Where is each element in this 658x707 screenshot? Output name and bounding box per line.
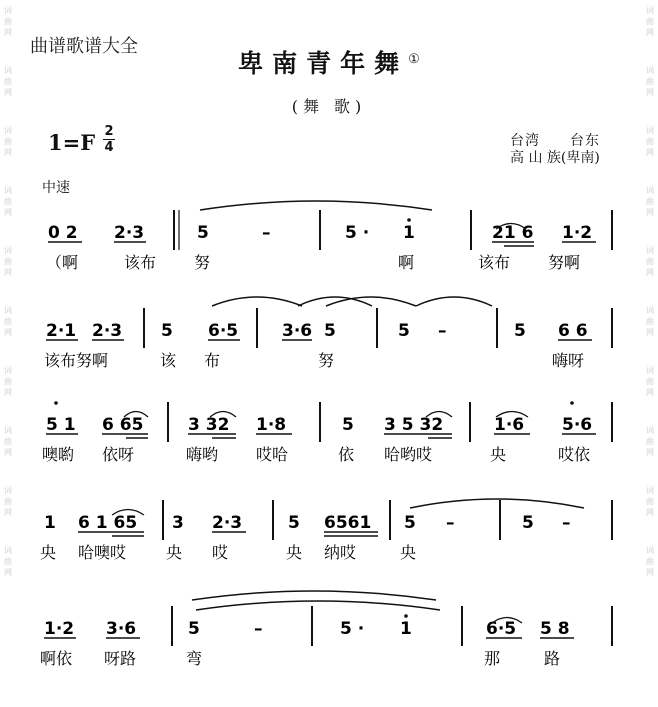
watermark-char: 网 bbox=[4, 508, 12, 517]
watermark-char: 词 bbox=[646, 246, 654, 255]
watermark-char: 网 bbox=[646, 508, 654, 517]
score-lyric: 噢喲 bbox=[42, 445, 75, 464]
slur-arc bbox=[212, 297, 302, 306]
score-note: 1·8 bbox=[256, 415, 287, 435]
score-lyric: 努 bbox=[318, 351, 335, 370]
watermark-char: 曲 bbox=[4, 437, 12, 446]
score-note: 5 bbox=[342, 415, 354, 435]
title-footnote-mark: ① bbox=[408, 52, 420, 67]
octave-dot bbox=[407, 218, 411, 222]
score-note: 1·6 bbox=[494, 415, 525, 435]
score-lyric: 央 bbox=[40, 543, 57, 562]
score-lyric: 路 bbox=[544, 649, 561, 668]
watermark-char: 词 bbox=[4, 186, 12, 195]
score-lyric: 依 bbox=[338, 445, 355, 464]
slur-arc bbox=[196, 601, 440, 610]
score-note: 5 · bbox=[345, 223, 370, 243]
score-lyric: 央 bbox=[166, 543, 183, 562]
score-note: 3 bbox=[172, 513, 184, 533]
watermark-char: 词 bbox=[4, 6, 12, 15]
score-note: 3 5 32 bbox=[384, 415, 444, 435]
score-lyric: 嗨呀 bbox=[552, 351, 585, 370]
watermark-char: 词 bbox=[646, 186, 654, 195]
watermark-char: 网 bbox=[4, 448, 12, 457]
watermark-char: 词 bbox=[646, 306, 654, 315]
origin-region: 台湾 台东 bbox=[510, 133, 600, 149]
watermark-char: 网 bbox=[646, 448, 654, 457]
watermark-char: 曲 bbox=[4, 497, 12, 506]
score-note: 1·2 bbox=[44, 619, 75, 639]
watermark-char: 网 bbox=[4, 148, 12, 157]
key-signature: 1=F bbox=[48, 130, 96, 155]
watermark-char: 网 bbox=[4, 268, 12, 277]
score-note: – bbox=[446, 513, 455, 533]
watermark-char: 网 bbox=[4, 28, 12, 37]
score-row bbox=[46, 201, 612, 272]
octave-dot bbox=[570, 401, 574, 405]
score-note: 6 65 bbox=[102, 415, 144, 435]
score-note: 21 6 bbox=[492, 223, 534, 243]
watermark-char: 网 bbox=[4, 88, 12, 97]
score-lyric: 弯 bbox=[186, 649, 203, 668]
score-note: 5 bbox=[514, 321, 526, 341]
watermark-char: 曲 bbox=[4, 77, 12, 86]
site-label: 曲谱歌谱大全 bbox=[30, 36, 138, 57]
slur-arc bbox=[298, 297, 372, 306]
score-lyric: 努 bbox=[194, 253, 211, 272]
score-note: 5 bbox=[161, 321, 173, 341]
watermark-char: 曲 bbox=[646, 557, 654, 566]
slur-arc bbox=[200, 201, 432, 210]
score-lyric: 纳哎 bbox=[324, 543, 357, 562]
watermark-char: 曲 bbox=[646, 77, 654, 86]
watermark-char: 网 bbox=[646, 88, 654, 97]
score-lyric: 央 bbox=[286, 543, 303, 562]
watermark-char: 词 bbox=[4, 66, 12, 75]
watermark-char: 曲 bbox=[646, 197, 654, 206]
watermark-char: 词 bbox=[646, 66, 654, 75]
score-lyric: 央 bbox=[490, 445, 507, 464]
score-lyric: 哈哟哎 bbox=[384, 445, 433, 464]
score-note: 3·6 bbox=[282, 321, 313, 341]
score-row bbox=[42, 402, 612, 464]
origin-ethnic-group: 高 山 族(卑南) bbox=[510, 150, 600, 166]
score-note: 2·1 bbox=[46, 321, 77, 341]
score-lyric: 啊依 bbox=[40, 649, 73, 668]
watermark-char: 词 bbox=[646, 6, 654, 15]
watermark-char: 词 bbox=[4, 486, 12, 495]
score-note: 5·6 bbox=[562, 415, 593, 435]
tempo-marking: 中速 bbox=[42, 180, 70, 196]
score-lyric: 依呀 bbox=[102, 445, 135, 464]
score-note: 6 1 65 bbox=[78, 513, 138, 533]
watermark-char: 词 bbox=[4, 246, 12, 255]
watermark-char: 曲 bbox=[4, 377, 12, 386]
watermark-char: 曲 bbox=[4, 557, 12, 566]
score-note: 1 bbox=[44, 513, 56, 533]
octave-dot bbox=[404, 614, 408, 618]
watermark-char: 网 bbox=[4, 388, 12, 397]
score-note: 5 bbox=[324, 321, 336, 341]
watermark-char: 曲 bbox=[4, 137, 12, 146]
score-note: – bbox=[438, 321, 447, 341]
watermark-char: 曲 bbox=[646, 497, 654, 506]
watermark-char: 曲 bbox=[646, 17, 654, 26]
score-note: 5 bbox=[522, 513, 534, 533]
watermark-char: 网 bbox=[646, 388, 654, 397]
score-note: 5 bbox=[288, 513, 300, 533]
score-note: 5 bbox=[197, 223, 209, 243]
watermark-char: 网 bbox=[4, 328, 12, 337]
time-numerator: 2 bbox=[104, 124, 114, 139]
watermark-char: 网 bbox=[646, 328, 654, 337]
time-denominator: 4 bbox=[104, 140, 114, 155]
score-row bbox=[40, 499, 612, 562]
watermark-char: 曲 bbox=[646, 137, 654, 146]
score-note: 6·5 bbox=[486, 619, 517, 639]
score-note: 3 32 bbox=[188, 415, 230, 435]
score-note: 6·5 bbox=[208, 321, 239, 341]
slur-arc bbox=[192, 591, 436, 600]
score-note: 0 2 bbox=[48, 223, 78, 243]
slur-arc bbox=[416, 297, 492, 306]
song-title: 卑南青年舞 bbox=[238, 49, 409, 78]
score-note: 5 bbox=[188, 619, 200, 639]
score-note: 1 bbox=[400, 619, 412, 639]
watermark-char: 网 bbox=[646, 148, 654, 157]
score-lyric: 该 bbox=[160, 351, 177, 370]
score-note: 5 1 bbox=[46, 415, 76, 435]
score-note: – bbox=[562, 513, 571, 533]
score-lyric: 央 bbox=[400, 543, 417, 562]
score-lyric: （啊 bbox=[46, 253, 79, 272]
watermark-char: 曲 bbox=[4, 257, 12, 266]
watermark-char: 曲 bbox=[646, 437, 654, 446]
watermark-char: 词 bbox=[646, 126, 654, 135]
score-note: 2·3 bbox=[114, 223, 145, 243]
score-lyric: 哎依 bbox=[558, 445, 591, 464]
watermark-char: 曲 bbox=[646, 257, 654, 266]
score-note: 3·6 bbox=[106, 619, 137, 639]
score-note: 5 bbox=[404, 513, 416, 533]
score-lyric: 该布努啊 bbox=[44, 351, 109, 370]
watermark-char: 网 bbox=[646, 28, 654, 37]
watermark-char: 网 bbox=[646, 268, 654, 277]
watermark-char: 曲 bbox=[4, 17, 12, 26]
score-lyric: 嗨哟 bbox=[186, 445, 219, 464]
score-lyric: 该布 bbox=[124, 253, 157, 272]
watermark-char: 词 bbox=[4, 546, 12, 555]
score-note: 2·3 bbox=[212, 513, 243, 533]
watermark-char: 词 bbox=[646, 426, 654, 435]
watermark-char: 词 bbox=[646, 546, 654, 555]
score-lyric: 哎 bbox=[212, 543, 229, 562]
score-lyric: 啊 bbox=[398, 253, 415, 272]
watermark-char: 网 bbox=[4, 208, 12, 217]
watermark-char: 词 bbox=[4, 366, 12, 375]
score-lyric: 那 bbox=[484, 649, 501, 668]
watermark-char: 词 bbox=[4, 126, 12, 135]
watermark-char: 词 bbox=[646, 366, 654, 375]
score-note: 2·3 bbox=[92, 321, 123, 341]
score-note: 5 8 bbox=[540, 619, 570, 639]
score-note: 5 bbox=[398, 321, 410, 341]
score-lyric: 该布 bbox=[478, 253, 511, 272]
score-note: 1·2 bbox=[562, 223, 593, 243]
score-lyric: 努啊 bbox=[548, 253, 581, 272]
score-row bbox=[40, 591, 612, 668]
watermark-char: 网 bbox=[4, 568, 12, 577]
score-note: 1 bbox=[403, 223, 415, 243]
song-subtitle: (舞 歌) bbox=[291, 97, 367, 116]
watermark-char: 词 bbox=[646, 486, 654, 495]
watermark-char: 词 bbox=[4, 426, 12, 435]
score-note: 5 · bbox=[340, 619, 365, 639]
score-lyric: 哎哈 bbox=[256, 445, 289, 464]
score-note: 6 6 bbox=[558, 321, 588, 341]
score-note: – bbox=[262, 223, 271, 243]
watermark-char: 词 bbox=[4, 306, 12, 315]
watermark-char: 曲 bbox=[646, 317, 654, 326]
watermark-char: 网 bbox=[646, 568, 654, 577]
slur-arc bbox=[326, 297, 416, 306]
score-lyric: 哈噢哎 bbox=[78, 543, 127, 562]
score-row bbox=[44, 297, 612, 370]
score-note: – bbox=[254, 619, 263, 639]
slur-arc bbox=[410, 499, 584, 508]
score-note: 6561 bbox=[324, 513, 372, 533]
watermark-char: 曲 bbox=[646, 377, 654, 386]
watermark-char: 网 bbox=[646, 208, 654, 217]
watermark-char: 曲 bbox=[4, 317, 12, 326]
octave-dot bbox=[54, 401, 58, 405]
score-lyric: 呀路 bbox=[104, 649, 137, 668]
score-lyric: 布 bbox=[204, 351, 221, 370]
watermark-char: 曲 bbox=[4, 197, 12, 206]
